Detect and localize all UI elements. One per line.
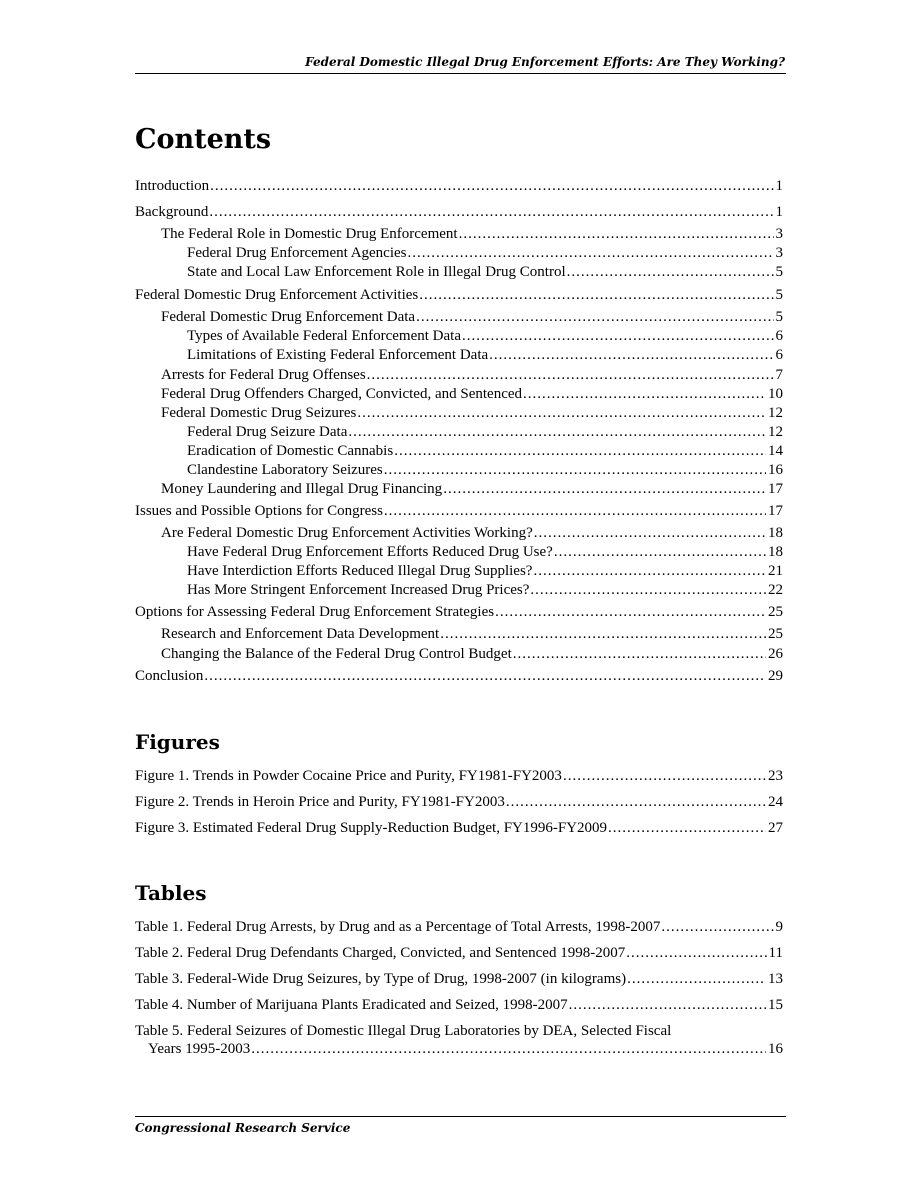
header-rule — [135, 73, 786, 74]
figures-title: Figures — [135, 730, 220, 754]
figure-entry[interactable]: Figure 1. Trends in Powder Cocaine Price and Purity, FY1981-FY2003 ..... 23 — [135, 767, 783, 785]
tables-title: Tables — [135, 881, 207, 905]
toc-entry[interactable]: Federal Domestic Drug Enforcement Data ..... 5 — [161, 308, 783, 326]
toc-entry[interactable]: Research and Enforcement Data Development ..... 25 — [161, 625, 783, 643]
figure-entry[interactable]: Figure 3. Estimated Federal Drug Supply-Reduction Budget, FY1996-FY2009 ..... 27 — [135, 819, 783, 837]
toc-entry[interactable]: Money Laundering and Illegal Drug Financing ..... 17 — [161, 480, 783, 498]
toc-entry[interactable]: Options for Assessing Federal Drug Enforcement Strategies ..... 25 — [135, 603, 783, 621]
table-entry[interactable]: Table 1. Federal Drug Arrests, by Drug and as a Percentage of Total Arrests, 1998-2007 ..... 9 — [135, 918, 783, 936]
toc-entry[interactable]: Issues and Possible Options for Congress ..... 17 — [135, 502, 783, 520]
table-entry[interactable]: Table 2. Federal Drug Defendants Charged, Convicted, and Sentenced 1998-2007 ..... 11 — [135, 944, 783, 962]
toc-entry[interactable]: Changing the Balance of the Federal Drug Control Budget ..... 26 — [161, 645, 783, 663]
contents-title: Contents — [135, 124, 272, 155]
toc-entry[interactable]: Background ..... 1 — [135, 203, 783, 221]
toc-entry[interactable]: Arrests for Federal Drug Offenses ..... 7 — [161, 366, 783, 384]
toc-entry[interactable]: Federal Domestic Drug Enforcement Activities ..... 5 — [135, 286, 783, 304]
toc-entry[interactable]: Eradication of Domestic Cannabis ..... 14 — [187, 442, 783, 460]
running-header: Federal Domestic Illegal Drug Enforcement Efforts: Are They Working? — [305, 55, 785, 69]
toc-entry[interactable]: State and Local Law Enforcement Role in Illegal Drug Control ..... 5 — [187, 263, 783, 281]
toc-entry[interactable]: Limitations of Existing Federal Enforcement Data ..... 6 — [187, 346, 783, 364]
toc-entry[interactable]: Federal Domestic Drug Seizures ..... 12 — [161, 404, 783, 422]
figure-entry[interactable]: Figure 2. Trends in Heroin Price and Purity, FY1981-FY2003 ..... 24 — [135, 793, 783, 811]
toc-entry[interactable]: Types of Available Federal Enforcement Data ..... 6 — [187, 327, 783, 345]
toc-entry[interactable]: Federal Drug Enforcement Agencies ..... 3 — [187, 244, 783, 262]
table-entry[interactable]: Table 4. Number of Marijuana Plants Eradicated and Seized, 1998-2007 ..... 15 — [135, 996, 783, 1014]
footer-rule — [135, 1116, 786, 1117]
toc-entry[interactable]: Conclusion ..... 29 — [135, 667, 783, 685]
toc-entry[interactable]: Have Interdiction Efforts Reduced Illegal Drug Supplies? ..... 21 — [187, 562, 783, 580]
table-entry[interactable]: Table 5. Federal Seizures of Domestic Illegal Drug Laboratories by DEA, Selected Fiscal Years 1995-2003 ..... 16 — [135, 1022, 783, 1058]
toc-entry[interactable]: Has More Stringent Enforcement Increased Drug Prices? ..... 22 — [187, 581, 783, 599]
toc-entry[interactable]: The Federal Role in Domestic Drug Enforcement ..... 3 — [161, 225, 783, 243]
toc-entry[interactable]: Federal Drug Seizure Data ..... 12 — [187, 423, 783, 441]
running-footer: Congressional Research Service — [135, 1121, 351, 1135]
table-entry[interactable]: Table 3. Federal-Wide Drug Seizures, by Type of Drug, 1998-2007 (in kilograms) ..... 13 — [135, 970, 783, 988]
toc-entry[interactable]: Clandestine Laboratory Seizures ..... 16 — [187, 461, 783, 479]
toc-entry[interactable]: Are Federal Domestic Drug Enforcement Activities Working? ..... 18 — [161, 524, 783, 542]
toc-entry[interactable]: Introduction ..... 1 — [135, 177, 783, 195]
toc-entry[interactable]: Federal Drug Offenders Charged, Convicted, and Sentenced ..... 10 — [161, 385, 783, 403]
toc-entry[interactable]: Have Federal Drug Enforcement Efforts Reduced Drug Use? ..... 18 — [187, 543, 783, 561]
